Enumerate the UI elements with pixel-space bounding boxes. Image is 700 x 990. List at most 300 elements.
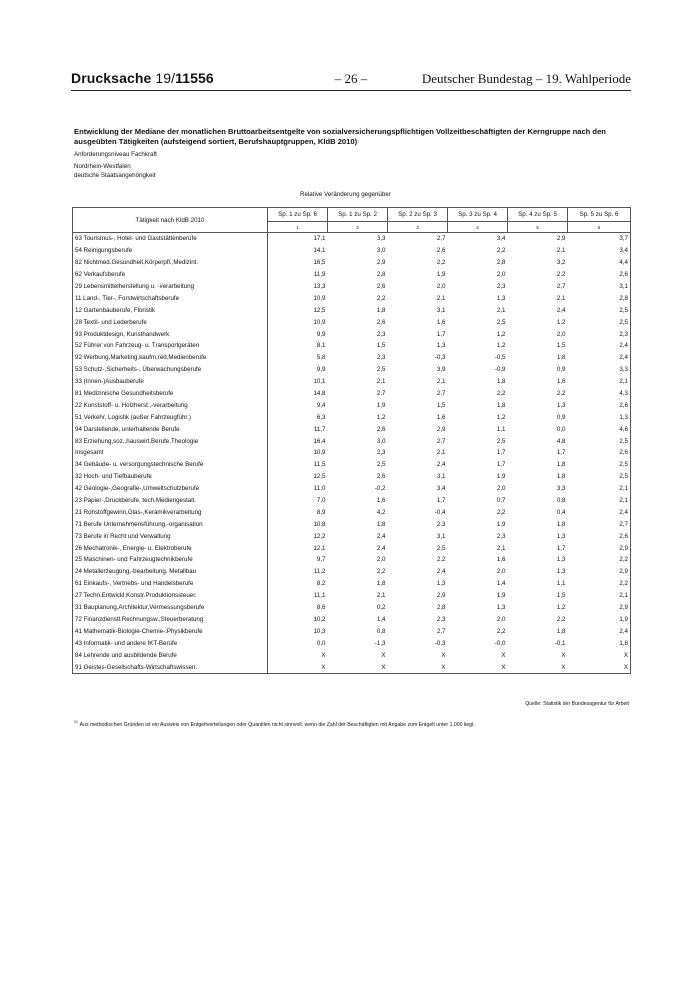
- value-cell: 2,2: [496, 247, 506, 255]
- value-cell: 1,6: [376, 497, 386, 505]
- value-cell: 2,0: [496, 615, 506, 623]
- value-cell: X: [568, 649, 631, 661]
- value-cell: 2,6: [568, 530, 631, 542]
- value-cell: 2,5: [376, 366, 386, 374]
- table-row: [73, 495, 631, 507]
- value-cell: 3,1: [568, 281, 631, 293]
- value-cell: 2,3: [496, 283, 506, 290]
- value-cell: 10,9: [313, 318, 326, 326]
- header-row: [73, 208, 631, 222]
- value-cell: 2,2: [436, 259, 446, 267]
- value-cell: 1,4: [376, 615, 386, 623]
- row-label: 61 Einkaufs-, Vertriebs- und Handelsberufe: [73, 578, 268, 590]
- table-row: [73, 554, 631, 566]
- value-cell: 3,4: [436, 485, 446, 493]
- value-cell: 0,8: [556, 497, 566, 505]
- value-cell: 2,2: [496, 390, 506, 398]
- value-cell: 1,4: [496, 580, 506, 588]
- source-note: Quelle: Statistik der Bundesagentur für Arbeit: [525, 701, 629, 707]
- value-cell: 2,1: [568, 590, 631, 602]
- row-label: 33 (Innen-)Ausbauberufe: [73, 376, 268, 388]
- subtitle-level: Anforderungsniveau Fachkraft: [74, 151, 157, 158]
- value-cell: 0,0: [556, 425, 566, 433]
- value-cell: 2,8: [436, 604, 446, 612]
- value-cell: 2,3: [496, 532, 506, 540]
- value-cell: 2,5: [496, 318, 506, 326]
- value-cell: 1,6: [436, 318, 446, 326]
- value-cell: 3,0: [376, 437, 386, 445]
- value-cell: 2,9: [436, 425, 446, 433]
- table-row: [73, 388, 631, 400]
- value-cell: X: [328, 661, 388, 673]
- value-cell: 2,3: [436, 520, 446, 528]
- table-row: [73, 566, 631, 578]
- table-row: [73, 459, 631, 471]
- value-cell: 2,1: [376, 592, 386, 600]
- table-row: [73, 435, 631, 447]
- value-cell: 2,2: [376, 294, 386, 302]
- value-cell: 1,8: [556, 354, 566, 362]
- value-cell: 12,1: [313, 544, 326, 552]
- value-cell: 1,5: [436, 401, 446, 409]
- row-label: 71 Berufe Unternehmensführung,-organisation: [73, 518, 268, 530]
- value-cell: 16,4: [313, 437, 326, 445]
- value-cell: 3,3: [376, 235, 386, 243]
- table-row: [73, 292, 631, 304]
- value-cell: 2,0: [376, 556, 386, 564]
- table-row: [73, 518, 631, 530]
- value-cell: 1,3: [556, 532, 566, 540]
- value-cell: 1,2: [556, 318, 566, 326]
- value-cell: 2,9: [556, 235, 566, 243]
- row-label: 91 Geistes-Gesellschafts-Wirtschaftswissen.: [73, 661, 268, 673]
- value-cell: 2,4: [376, 544, 386, 552]
- value-cell: 2,7: [376, 390, 386, 398]
- value-cell: 2,0: [436, 283, 446, 290]
- column-header: Sp. 5 zu Sp. 6: [568, 208, 631, 222]
- value-cell: 0,8: [376, 627, 386, 635]
- value-cell: 2,5: [436, 544, 446, 552]
- value-cell: 2,2: [436, 556, 446, 564]
- value-cell: 1,7: [556, 449, 566, 457]
- value-cell: 1,8: [556, 627, 566, 635]
- value-cell: 2,6: [568, 399, 631, 411]
- value-cell: 11,0: [313, 485, 326, 493]
- value-cell: 2,3: [436, 615, 446, 623]
- value-cell: 1,9: [496, 473, 506, 481]
- value-cell: 2,5: [376, 461, 386, 469]
- value-cell: -0,4: [434, 508, 446, 516]
- value-cell: 6,3: [316, 413, 326, 421]
- row-header: Tätigkeit nach KldB 2010: [73, 208, 268, 233]
- row-label: Insgesamt: [73, 447, 268, 459]
- value-cell: -0,5: [494, 354, 506, 362]
- column-header: Sp. 1 zu Sp. 6: [268, 208, 328, 222]
- value-cell: 11,9: [313, 271, 326, 279]
- value-cell: 2,7: [436, 437, 446, 445]
- table-row: [73, 340, 631, 352]
- value-cell: 9,9: [316, 366, 326, 374]
- value-cell: 1,9: [376, 401, 386, 409]
- value-cell: 1,8: [568, 637, 631, 649]
- table-row: [73, 245, 631, 257]
- value-cell: 2,4: [436, 568, 446, 576]
- value-cell: 2,0: [496, 568, 506, 576]
- value-cell: 4,3: [568, 388, 631, 400]
- value-cell: 1,7: [556, 544, 566, 552]
- row-label: 43 Informatik- und andere IKT-Berufe: [73, 637, 268, 649]
- value-cell: 10,2: [313, 615, 326, 623]
- value-cell: 2,3: [376, 330, 386, 338]
- value-cell: 2,4: [568, 340, 631, 352]
- column-number: 5: [508, 222, 568, 233]
- value-cell: 11,1: [313, 592, 326, 600]
- row-label: 22 Kunststoff- u. Holzherst.,-verarbeitung: [73, 399, 268, 411]
- value-cell: 1,3: [496, 294, 506, 302]
- row-label: 34 Gebäude- u. versorgungstechnische Berufe: [73, 459, 268, 471]
- value-cell: 2,5: [496, 437, 506, 445]
- value-cell: 2,6: [376, 283, 386, 290]
- value-cell: 2,2: [556, 271, 566, 279]
- value-cell: 8,6: [316, 604, 326, 612]
- subtitle-nationality: deutsche Staatsangehörigkeit: [74, 172, 156, 179]
- value-cell: -0,3: [434, 639, 446, 647]
- column-number: 2: [328, 222, 388, 233]
- value-cell: 11,7: [313, 425, 326, 433]
- page-number: – 26 –: [334, 71, 368, 86]
- value-cell: 9,7: [316, 556, 326, 564]
- value-cell: 2,1: [436, 449, 446, 457]
- value-cell: 1,3: [436, 342, 446, 350]
- value-cell: 1,3: [436, 580, 446, 588]
- value-cell: 2,1: [556, 294, 566, 302]
- value-cell: 13,3: [313, 283, 326, 290]
- value-cell: 12,5: [313, 306, 326, 314]
- value-cell: 16,5: [313, 259, 326, 267]
- value-cell: 2,2: [496, 508, 506, 516]
- column-number: 6: [568, 222, 631, 233]
- doc-number: 11556: [175, 70, 214, 86]
- value-cell: 2,0: [496, 271, 506, 279]
- table-row: [73, 578, 631, 590]
- footnote-text: Aus methodischen Gründen ist ein Ausweis von Entgeltverteilungen oder Quantilen nicht sinnvoll, wenn die Zahl der Beschäftigten mit Angabe zum Entgelt unter 1.000 liegt.: [79, 722, 475, 728]
- value-cell: X: [388, 661, 448, 673]
- value-cell: 2,7: [556, 283, 566, 290]
- value-cell: -0,2: [374, 485, 386, 493]
- value-cell: 8,2: [316, 580, 326, 588]
- row-label: 52 Führer von Fahrzeug- u. Transportgeräten: [73, 340, 268, 352]
- column-number: 3: [388, 222, 448, 233]
- table-row: [73, 411, 631, 423]
- value-cell: 4,4: [568, 257, 631, 269]
- value-cell: 2,9: [568, 542, 631, 554]
- value-cell: 1,5: [556, 342, 566, 350]
- value-cell: 2,4: [568, 625, 631, 637]
- table-row: [73, 447, 631, 459]
- value-cell: 1,6: [436, 413, 446, 421]
- value-cell: 10,3: [313, 627, 326, 635]
- value-cell: 0,9: [556, 413, 566, 421]
- row-label: 63 Tourismus-, Hotel- und Gaststättenberufe: [73, 233, 268, 245]
- value-cell: 2,2: [556, 390, 566, 398]
- value-cell: 1,6: [496, 556, 506, 564]
- value-cell: 1,2: [376, 413, 386, 421]
- value-cell: 2,5: [568, 304, 631, 316]
- value-cell: 12,2: [313, 532, 326, 540]
- value-cell: 1,8: [556, 520, 566, 528]
- value-cell: 0,4: [556, 508, 566, 516]
- value-cell: X: [321, 651, 326, 659]
- value-cell: 0,7: [496, 497, 506, 505]
- table-row: [73, 352, 631, 364]
- value-cell: 2,2: [568, 578, 631, 590]
- value-cell: 2,4: [376, 532, 386, 540]
- value-cell: 2,5: [568, 459, 631, 471]
- value-cell: 4,2: [376, 508, 386, 516]
- value-cell: -0,9: [494, 366, 506, 374]
- value-cell: 1,8: [376, 306, 386, 314]
- value-cell: 2,1: [496, 306, 506, 314]
- value-cell: 2,8: [496, 259, 506, 267]
- value-cell: 3,1: [436, 532, 446, 540]
- value-cell: 2,3: [568, 328, 631, 340]
- value-cell: 1,9: [496, 592, 506, 600]
- row-label: 72 Finanzdienstl.Rechnungsw.,Steuerberatung: [73, 614, 268, 626]
- value-cell: 2,5: [568, 471, 631, 483]
- value-cell: 14,1: [313, 247, 326, 255]
- value-cell: 2,7: [568, 518, 631, 530]
- table-row: [73, 661, 631, 673]
- value-cell: 1,9: [436, 271, 446, 279]
- value-cell: 1,8: [556, 461, 566, 469]
- value-cell: 0,0: [316, 639, 326, 647]
- row-label: 84 Lehrende und ausbildende Berufe: [73, 649, 268, 661]
- row-label: 42 Geologie-,Geografie-,Umweltschutzberufe: [73, 483, 268, 495]
- row-label: 26 Mechatronik-, Energie- u. Elektroberufe: [73, 542, 268, 554]
- value-cell: 2,2: [556, 615, 566, 623]
- table-row: [73, 602, 631, 614]
- value-cell: X: [508, 661, 568, 673]
- column-header: Sp. 4 zu Sp. 5: [508, 208, 568, 222]
- value-cell: 9,9: [316, 330, 326, 338]
- value-cell: 2,5: [568, 435, 631, 447]
- value-cell: 8,9: [316, 508, 326, 516]
- value-cell: 10,1: [313, 378, 326, 386]
- value-cell: X: [568, 661, 631, 673]
- table-row: [73, 376, 631, 388]
- value-cell: 1,7: [496, 449, 506, 457]
- table-row: [73, 257, 631, 269]
- column-number: 4: [448, 222, 508, 233]
- row-label: 41 Mathematik-Biologie-Chemie-,Physikberufe: [73, 625, 268, 637]
- value-cell: 1,5: [556, 592, 566, 600]
- value-cell: 1,7: [436, 497, 446, 505]
- value-cell: 2,7: [436, 390, 446, 398]
- value-cell: 2,1: [376, 378, 386, 386]
- value-cell: 0,2: [376, 604, 386, 612]
- row-label: 32 Hoch- und Tiefbauberufe: [73, 471, 268, 483]
- value-cell: 2,1: [436, 378, 446, 386]
- row-label: 53 Schutz-,Sicherheits-, Überwachungsberufe: [73, 364, 268, 376]
- value-cell: 1,9: [568, 614, 631, 626]
- table-row: [73, 399, 631, 411]
- value-cell: 3,1: [436, 473, 446, 481]
- value-cell: 2,4: [436, 461, 446, 469]
- table-row: [73, 530, 631, 542]
- value-cell: 2,3: [376, 449, 386, 457]
- value-cell: 2,4: [568, 506, 631, 518]
- table-row: [73, 506, 631, 518]
- row-label: 94 Darstellende, unterhaltende Berufe: [73, 423, 268, 435]
- subtitle-region: Nordrhein-Westfalen: [74, 163, 131, 170]
- value-cell: 1,8: [496, 401, 506, 409]
- doc-period: 19/: [155, 70, 176, 86]
- value-cell: 2,0: [556, 330, 566, 338]
- row-label: 29 Lebensmittelherstellung u. -verarbeitung: [73, 281, 268, 293]
- value-cell: 1,6: [556, 378, 566, 386]
- value-cell: 1,2: [496, 330, 506, 338]
- value-cell: 1,8: [496, 378, 506, 386]
- value-cell: 1,7: [496, 461, 506, 469]
- value-cell: 12,5: [313, 473, 326, 481]
- value-cell: 2,4: [556, 306, 566, 314]
- footnote-marker: X): [74, 720, 78, 724]
- value-cell: 1,3: [556, 401, 566, 409]
- value-cell: -0,0: [494, 639, 506, 647]
- row-label: 62 Verkaufsberufe: [73, 269, 268, 281]
- value-cell: X: [381, 651, 386, 659]
- value-cell: 2,1: [568, 376, 631, 388]
- value-cell: -1,3: [374, 639, 386, 647]
- value-cell: 8,1: [316, 342, 326, 350]
- row-label: 54 Reinigungsberufe: [73, 245, 268, 257]
- value-cell: -0,3: [434, 354, 446, 362]
- value-cell: 1,2: [496, 413, 506, 421]
- value-cell: 2,9: [568, 602, 631, 614]
- row-label: 31 Bauplanung,Architektur,Vermessungsberufe: [73, 602, 268, 614]
- value-cell: 2,2: [376, 568, 386, 576]
- value-cell: 1,7: [436, 330, 446, 338]
- value-cell: 2,2: [496, 627, 506, 635]
- table-row: [73, 269, 631, 281]
- value-cell: X: [501, 651, 506, 659]
- value-cell: 2,5: [568, 316, 631, 328]
- value-cell: 17,1: [313, 235, 326, 243]
- value-cell: 2,6: [376, 318, 386, 326]
- value-cell: 2,9: [436, 592, 446, 600]
- value-cell: 2,4: [568, 352, 631, 364]
- value-cell: 0,9: [556, 366, 566, 374]
- table-row: [73, 614, 631, 626]
- row-label: 23 Papier-,Druckberufe, tech.Mediengestalt.: [73, 495, 268, 507]
- table-row: [73, 364, 631, 376]
- page-header: [71, 70, 631, 91]
- value-cell: 1,8: [556, 473, 566, 481]
- table-row: [73, 649, 631, 661]
- table-row: [73, 233, 631, 245]
- row-label: 28 Textil- und Lederberufe: [73, 316, 268, 328]
- value-cell: 2,1: [496, 544, 506, 552]
- value-cell: 2,0: [496, 485, 506, 493]
- value-cell: 1,8: [376, 580, 386, 588]
- value-cell: 1,8: [376, 520, 386, 528]
- value-cell: 2,9: [376, 259, 386, 267]
- value-cell: 1,1: [556, 580, 566, 588]
- table-row: [73, 590, 631, 602]
- row-label: 25 Maschinen- und Fahrzeugtechnikberufe: [73, 554, 268, 566]
- row-label: 27 Techn.Entwickl.Konstr.Produktionssteuer.: [73, 590, 268, 602]
- value-cell: 2,6: [376, 425, 386, 433]
- table-row: [73, 625, 631, 637]
- row-label: 93 Produktdesign, Kunsthandwerk: [73, 328, 268, 340]
- value-cell: 2,6: [436, 247, 446, 255]
- value-cell: 2,8: [568, 292, 631, 304]
- value-cell: 3,4: [496, 235, 506, 243]
- value-cell: X: [441, 651, 446, 659]
- value-cell: 10,9: [313, 449, 326, 457]
- value-cell: 3,3: [568, 364, 631, 376]
- value-cell: 1,3: [496, 604, 506, 612]
- table-row: [73, 471, 631, 483]
- value-cell: 3,0: [376, 247, 386, 255]
- table-row: [73, 423, 631, 435]
- value-cell: 2,6: [568, 269, 631, 281]
- value-cell: 2,2: [568, 554, 631, 566]
- row-label: 24 Metallerzeugung,-bearbeitung, Metallbau: [73, 566, 268, 578]
- table-body: [73, 233, 631, 674]
- row-label: 73 Berufe in Recht und Verwaltung: [73, 530, 268, 542]
- doc-label: Drucksache: [71, 70, 152, 86]
- value-cell: 1,3: [556, 556, 566, 564]
- value-cell: 1,1: [496, 425, 506, 433]
- row-label: 11 Land-, Tier-, Forstwirtschaftsberufe: [73, 292, 268, 304]
- value-cell: -0,1: [554, 639, 566, 647]
- column-header: Sp. 3 zu Sp. 4: [448, 208, 508, 222]
- value-cell: 1,2: [556, 604, 566, 612]
- row-label: 92 Werbung,Marketing,kaufm,red.Medienberufe: [73, 352, 268, 364]
- value-cell: 11,2: [313, 568, 326, 576]
- value-cell: 2,6: [376, 473, 386, 481]
- value-cell: 7,0: [316, 497, 326, 505]
- value-cell: 4,8: [556, 437, 566, 445]
- row-label: 81 Medizinische Gesundheitsberufe: [73, 388, 268, 400]
- value-cell: 3,2: [556, 259, 566, 267]
- row-label: 83 Erziehung,soz.,hauswirt.Berufe,Theologie: [73, 435, 268, 447]
- table-row: [73, 304, 631, 316]
- value-cell: 10,9: [313, 294, 326, 302]
- value-cell: X: [448, 661, 508, 673]
- footnote: [74, 720, 475, 728]
- table-title: Entwicklung der Mediane der monatlichen Bruttoarbeitsentgelte von sozialversicherungspflichtigen Vollzeitbeschäftigten der Kerngruppe nach den ausgeübten Tätigkeiten (aufsteigend sortiert, Berufshauptgruppen, KldB 2010): [74, 127, 606, 146]
- value-cell: 2,3: [376, 354, 386, 362]
- table-row: [73, 281, 631, 293]
- row-label: 12 Gartenbauberufe, Floristik: [73, 304, 268, 316]
- row-label: 21 Rohstoffgewinn,Glas-,Keramikverarbeitung: [73, 506, 268, 518]
- value-cell: 2,6: [568, 447, 631, 459]
- value-cell: X: [268, 661, 328, 673]
- column-header: Sp. 2 zu Sp. 3: [388, 208, 448, 222]
- value-cell: 1,2: [496, 342, 506, 350]
- value-cell: 2,1: [436, 294, 446, 302]
- value-cell: 3,3: [556, 485, 566, 493]
- value-cell: 1,9: [496, 520, 506, 528]
- value-cell: 1,5: [376, 342, 386, 350]
- value-cell: 4,6: [568, 423, 631, 435]
- column-header: Sp. 1 zu Sp. 2: [328, 208, 388, 222]
- table-row: [73, 483, 631, 495]
- value-cell: 3,7: [568, 233, 631, 245]
- value-cell: 10,8: [313, 520, 326, 528]
